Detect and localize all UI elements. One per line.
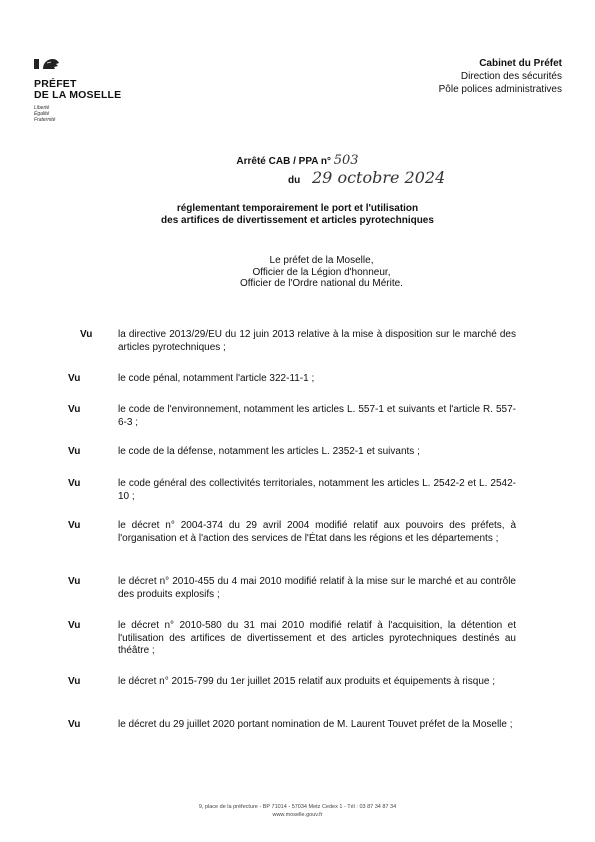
- visa-label: Vu: [68, 373, 81, 384]
- prefet-line-1: Le préfet de la Moselle,: [269, 255, 374, 266]
- visa-text: le code de la défense, notamment les articles L. 2352-1 et suivants ;: [118, 446, 420, 457]
- visa-text: le décret n° 2004-374 du 29 avril 2004 modifié relatif aux pouvoirs des préfets, à l'organisation et à l'action des services de l'État dans les régions et les départements ;: [118, 520, 516, 544]
- logo-line-2: DE LA MOSELLE: [34, 89, 122, 101]
- du-label: du: [288, 175, 301, 186]
- visa-label: Vu: [68, 520, 81, 531]
- prefet-line-3: Officier de l'Ordre national du Mérite.: [240, 278, 403, 289]
- footer: [0, 803, 595, 819]
- visa-text: le code pénal, notamment l'article 322-11-1 ;: [118, 373, 315, 384]
- footer-address: 9, place de la préfecture - BP 71014 - 57034 Metz Cedex 1 - Tél : 03 87 34 87 34: [198, 804, 397, 810]
- marianne-icon: [34, 58, 60, 70]
- logo-line-1: PRÉFET: [34, 78, 77, 90]
- subject-line-2: des artifices de divertissement et articles pyrotechniques: [161, 215, 434, 226]
- visa-text: la directive 2013/29/EU du 12 juin 2013 relative à la mise à disposition sur le marché des articles pyrotechniques ;: [118, 329, 516, 353]
- visa-text: le décret du 29 juillet 2020 portant nomination de M. Laurent Touvet préfet de la Moselle ;: [118, 719, 513, 730]
- visa-text: le code de l'environnement, notamment les articles L. 557-1 et suivants et l'article R. 557-6-3 ;: [118, 404, 516, 428]
- arrete-number: 503: [333, 153, 359, 168]
- visa-label: Vu: [68, 404, 81, 415]
- visa-label: Vu: [80, 329, 93, 340]
- motto-liberte: Liberté: [34, 105, 50, 111]
- motto-fraternite: Fraternité: [34, 117, 56, 123]
- arrete-title: [0, 153, 595, 168]
- visa-label: Vu: [68, 446, 81, 457]
- motto-egalite: Égalité: [34, 111, 50, 117]
- visa-text: le code général des collectivités territoriales, notamment les articles L. 2542-2 et L. 2542-10 ;: [118, 478, 516, 502]
- visa-label: Vu: [68, 676, 81, 687]
- office-block: [439, 57, 562, 96]
- visa-label: Vu: [68, 719, 81, 730]
- arrete-date: 29 octobre 2024: [312, 168, 446, 187]
- visa-label: Vu: [68, 620, 81, 631]
- arrete-prefix: Arrêté CAB / PPA n°: [236, 156, 331, 167]
- subject-line-1: réglementant temporairement le port et l'utilisation: [176, 203, 419, 214]
- prefet-titles: [0, 255, 595, 290]
- prefecture-logo: [34, 58, 144, 123]
- motto: [34, 105, 144, 123]
- office-cabinet: Cabinet du Préfet: [479, 58, 562, 69]
- visa-label: Vu: [68, 576, 81, 587]
- visa-text: le décret n° 2010-580 du 31 mai 2010 modifié relatif à l'acquisition, la détention et l'utilisation des artifices de divertissement et des articles pyrotechniques destinés au théâtre ;: [118, 620, 516, 656]
- office-pole: Pôle polices administratives: [438, 84, 562, 95]
- visa-text: le décret n° 2015-799 du 1er juillet 2015 relatif aux produits et équipements à risque ;: [118, 676, 496, 687]
- office-direction: Direction des sécurités: [460, 71, 562, 82]
- visa-label: Vu: [68, 478, 81, 489]
- arrete-subject: [0, 203, 595, 227]
- prefet-line-2: Officier de la Légion d'honneur,: [252, 266, 391, 278]
- visa-text: le décret n° 2010-455 du 4 mai 2010 modifié relatif à la mise sur le marché et au contrôle des produits explosifs ;: [118, 576, 516, 600]
- footer-website: www.moselle.gouv.fr: [272, 812, 323, 818]
